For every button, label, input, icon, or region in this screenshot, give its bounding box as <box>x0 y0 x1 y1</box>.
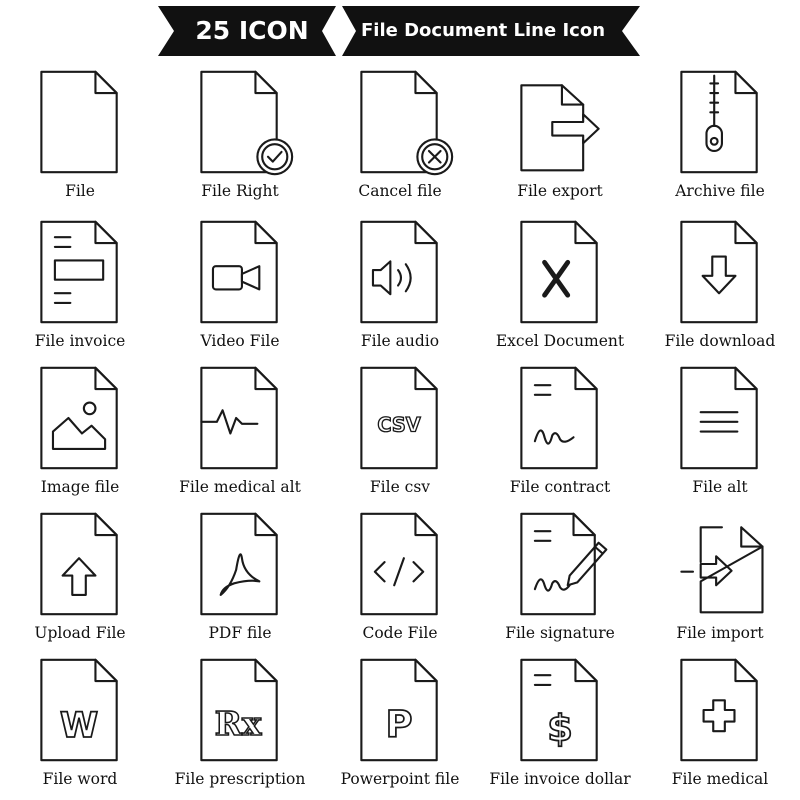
icon-label: File prescription <box>174 770 306 788</box>
icon-label: Excel Document <box>495 332 625 350</box>
icon-label: File invoice dollar <box>489 770 631 788</box>
icon-tile <box>160 212 320 360</box>
icon-tile <box>480 358 640 506</box>
icon-count-label: 25 ICON <box>195 16 309 45</box>
icon-tile <box>0 358 160 506</box>
file-archive-icon <box>662 66 778 178</box>
file-medical-icon <box>662 654 778 766</box>
icon-tile <box>160 358 320 506</box>
svg-text:CSV: CSV <box>377 413 421 437</box>
icon-tile <box>480 212 640 360</box>
file-video-icon <box>182 216 298 328</box>
file-image-icon <box>22 362 138 474</box>
icon-label: File medical alt <box>179 478 301 496</box>
icon-label: File import <box>676 624 764 642</box>
svg-text:W: W <box>59 706 99 747</box>
icon-tile <box>0 212 160 360</box>
page-title: File Document Line Icon <box>360 20 606 41</box>
icon-tile <box>160 504 320 652</box>
icon-tile <box>320 62 480 210</box>
icon-label: File signature <box>505 624 615 642</box>
file-excel-icon <box>502 216 618 328</box>
icon-tile <box>320 212 480 360</box>
svg-text:Rx: Rx <box>214 704 262 744</box>
file-import-icon <box>662 508 778 620</box>
icon-tile <box>640 358 800 506</box>
file-code-icon <box>342 508 458 620</box>
svg-text:$: $ <box>547 706 573 750</box>
icon-label: File csv <box>369 478 431 496</box>
icon-tile <box>640 504 800 652</box>
icon-label: File download <box>664 332 776 350</box>
icon-label: File <box>65 182 95 200</box>
icon-tile <box>320 358 480 506</box>
file-medical-alt-icon <box>182 362 298 474</box>
icon-tile <box>320 504 480 652</box>
icon-tile <box>160 62 320 210</box>
icon-tile <box>0 62 160 210</box>
file-check-icon <box>182 66 298 178</box>
icon-tile <box>0 504 160 652</box>
icon-grid <box>0 62 800 800</box>
file-upload-icon <box>22 508 138 620</box>
icon-tile <box>480 504 640 652</box>
file-invoice-dollar-icon <box>502 654 618 766</box>
icon-label: Upload File <box>34 624 126 642</box>
icon-label: Archive file <box>675 182 765 200</box>
file-powerpoint-icon <box>342 654 458 766</box>
file-prescription-icon <box>182 654 298 766</box>
icon-label: File contract <box>509 478 611 496</box>
icon-label: File export <box>517 182 603 200</box>
icon-label: File medical <box>671 770 769 788</box>
file-download-icon <box>662 216 778 328</box>
icon-label: File word <box>42 770 118 788</box>
icon-tile <box>320 650 480 798</box>
file-cancel-icon <box>342 66 458 178</box>
file-csv-icon <box>342 362 458 474</box>
icon-tile <box>160 650 320 798</box>
icon-label: File Right <box>201 182 279 200</box>
icon-label: Video File <box>200 332 280 350</box>
header-banner <box>0 0 800 62</box>
icon-label: File alt <box>692 478 748 496</box>
icon-tile <box>480 650 640 798</box>
file-export-icon <box>502 66 618 178</box>
icon-tile <box>640 650 800 798</box>
icon-label: File audio <box>360 332 440 350</box>
file-word-icon <box>22 654 138 766</box>
icon-label: Powerpoint file <box>340 770 460 788</box>
icon-label: Cancel file <box>358 182 442 200</box>
icon-tile <box>640 62 800 210</box>
icon-label: Code File <box>362 624 438 642</box>
icon-tile <box>480 62 640 210</box>
svg-text:P: P <box>385 703 413 747</box>
icon-label: Image file <box>40 478 120 496</box>
icon-tile <box>640 212 800 360</box>
icon-label: PDF file <box>208 624 272 642</box>
file-invoice-icon <box>22 216 138 328</box>
file-contract-icon <box>502 362 618 474</box>
file-audio-icon <box>342 216 458 328</box>
icon-tile <box>0 650 160 798</box>
file-icon <box>22 66 138 178</box>
file-pdf-icon <box>182 508 298 620</box>
file-signature-icon <box>502 508 618 620</box>
icon-label: File invoice <box>34 332 126 350</box>
file-alt-icon <box>662 362 778 474</box>
